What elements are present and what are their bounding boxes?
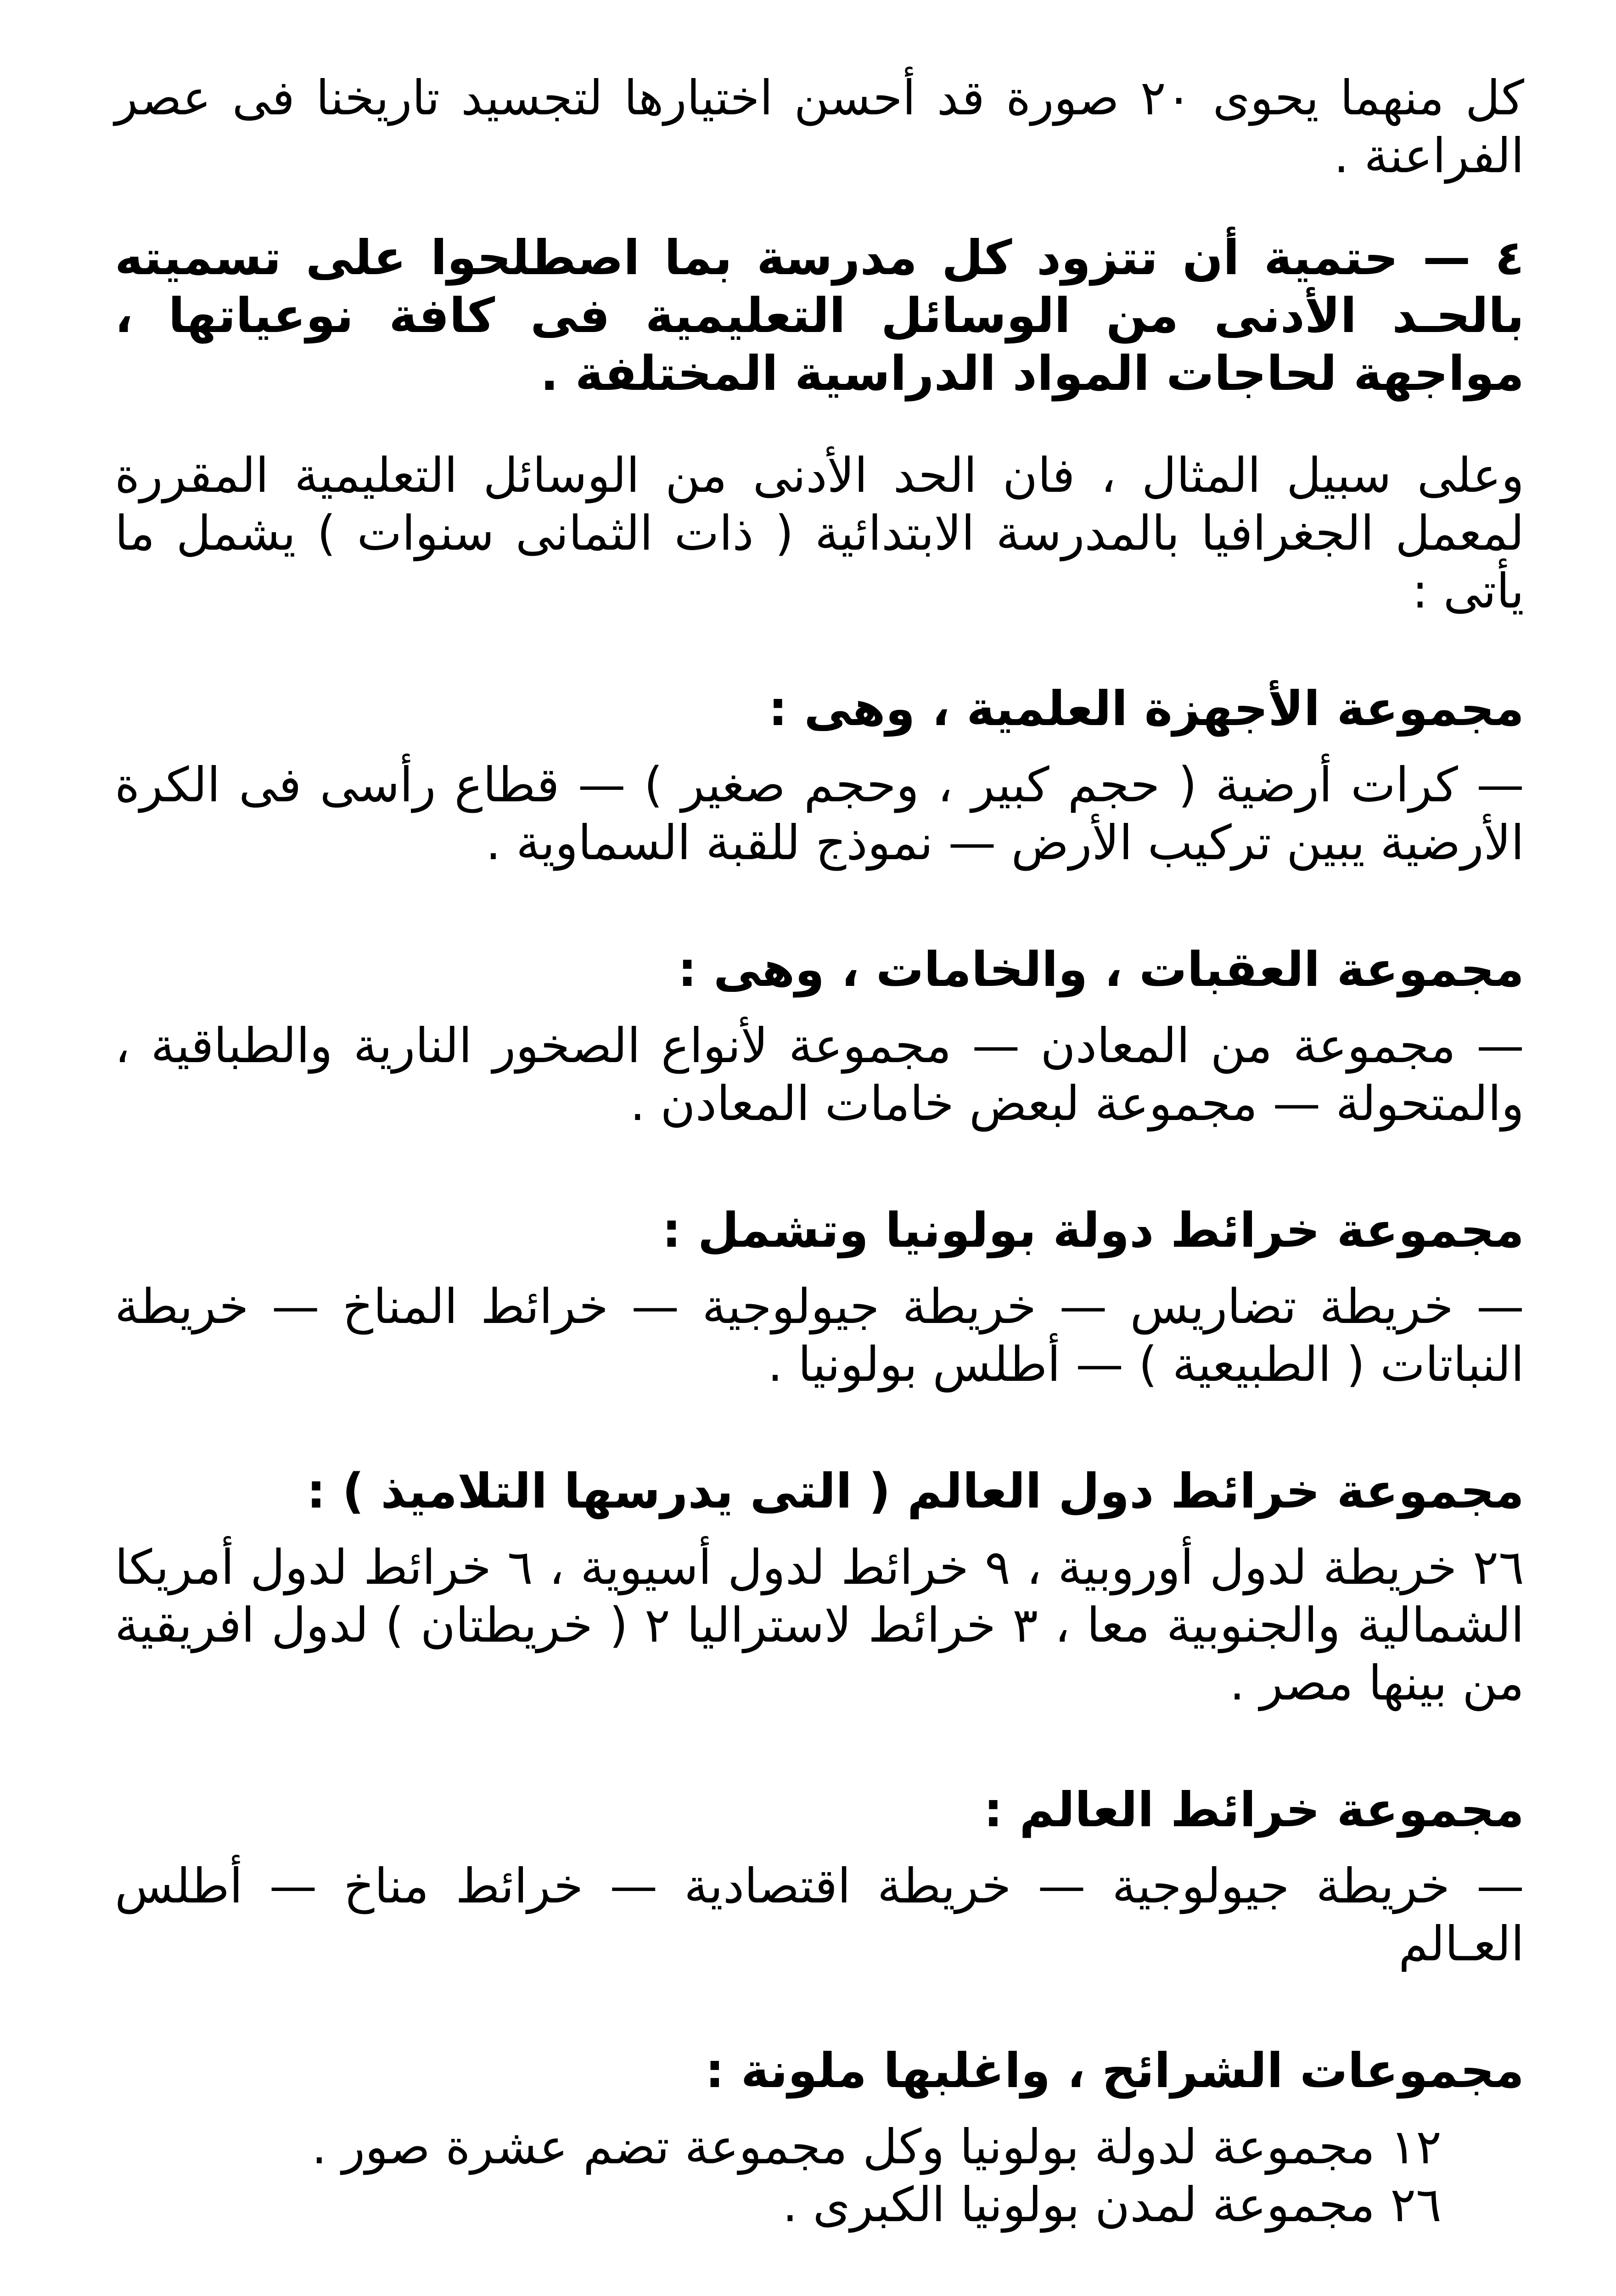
list-item: ٢٦ مجموعة لمدن بولونيا الكبرى .: [782, 2177, 1442, 2233]
section-heading: مجموعة خرائط دول العالم ( التى يدرسها التلاميذ ) :: [306, 1463, 1524, 1519]
section-heading: مجموعة خرائط العالم :: [983, 1782, 1524, 1838]
section-heading: مجموعة العقبات ، والخامات ، وهى :: [678, 941, 1524, 997]
section-slides: [115, 2042, 1524, 2234]
list-item: ١٢ مجموعة لدولة بولونيا وكل مجموعة تضم عشرة صور .: [311, 2119, 1442, 2175]
section-minerals: [115, 940, 1524, 1132]
example-paragraph: وعلى سبيل المثال ، فان الحد الأدنى من الوسائل التعليمية المقررة لمعمل الجغرافيا بالمدرسة الابتدائية ( ذات الثمانى سنوات ) يشمل ما يأتى :: [115, 447, 1524, 619]
section-body: — مجموعة من المعادن — مجموعة لأنواع الصخور النارية والطباقية ، والمتحولة — مجموعة لبعض خامات المعادن .: [115, 1018, 1524, 1131]
point-4-paragraph: ٤ — حتمية أن تتزود كل مدرسة بما اصطلحوا على تسميته بالحـد الأدنى من الوسائل التعليمية فى كافة نوعياتها ، مواجهة لحاجات المواد الدراسية المختلفة .: [115, 230, 1524, 401]
section-scientific-devices: [115, 680, 1524, 872]
section-body: ٢٦ خريطة لدول أوروبية ، ٩ خرائط لدول أسيوية ، ٦ خرائط لدول أمريكا الشمالية والجنوبية معا ، ٣ خرائط لاستراليا ٢ ( خريطتان ) لدول افريقية من بينها مصر .: [115, 1539, 1524, 1711]
section-heading: مجموعة خرائط دولة بولونيا وتشمل :: [662, 1202, 1524, 1258]
section-body: — خريطة تضاريس — خريطة جيولوجية — خرائط المناخ — خريطة النباتات ( الطبيعية ) — أطلس بولونيا .: [115, 1278, 1524, 1392]
intro-paragraph: كل منهما يحوى ٢٠ صورة قد أحسن اختيارها لتجسيد تاريخنا فى عصر الفراعنة .: [115, 70, 1524, 184]
section-heading: مجموعة الأجهزة العلمية ، وهى :: [768, 681, 1524, 737]
section-world-countries-maps: [115, 1462, 1524, 1712]
section-body: — خريطة جيولوجية — خريطة اقتصادية — خرائط مناخ — أطلس العـالم: [115, 1858, 1524, 1972]
section-heading: مجموعات الشرائح ، واغلبها ملونة :: [705, 2043, 1524, 2099]
section-body: — كرات أرضية ( حجم كبير ، وحجم صغير ) — قطاع رأسى فى الكرة الأرضية يبين تركيب الأرض — نموذج للقبة السماوية .: [115, 757, 1524, 871]
section-world-maps: [115, 1781, 1524, 1973]
section-poland-maps: [115, 1201, 1524, 1393]
